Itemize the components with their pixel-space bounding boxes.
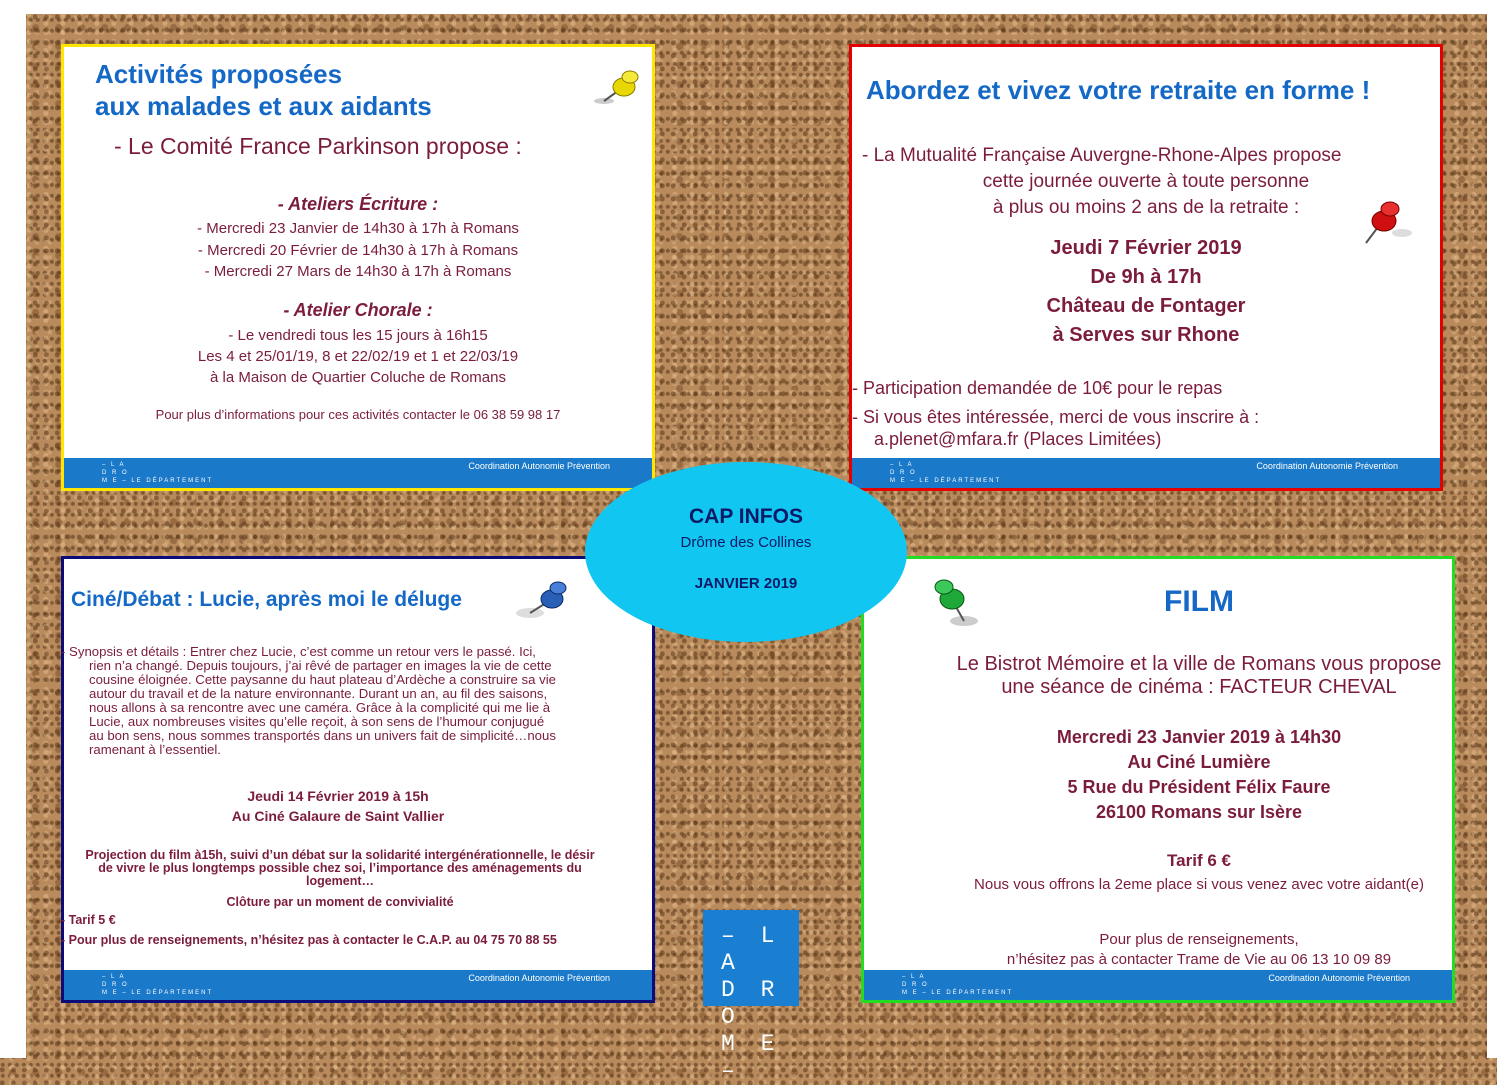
synopsis-line-8: ramenant à l’essentiel.: [89, 742, 221, 757]
signup-text: - Si vous êtes intéressée, merci de vous inscrire à :: [852, 407, 1260, 427]
footer-coordination-label: Coordination Autonomie Prévention: [468, 461, 610, 471]
intro-line-2: cette journée ouverte à toute personne: [982, 171, 1310, 192]
page-margin-left: [0, 0, 26, 1058]
ecriture-date-2: - Mercredi 20 Février de 14h30 à 17h à Romans: [197, 242, 519, 259]
ecriture-heading: - Ateliers Écriture :: [277, 194, 439, 214]
page-margin-top: [0, 0, 1497, 14]
intro-text: - Le Comité France Parkinson propose :: [114, 133, 522, 159]
screening-date: Jeudi 14 Février 2019 à 15h: [247, 788, 429, 804]
badge-title: CAP INFOS: [689, 505, 803, 528]
screening-address: 5 Rue du Président Félix Faure: [1067, 777, 1331, 797]
screening-venue: Au Ciné Galaure de Saint Vallier: [231, 808, 445, 824]
ecriture-date-1: - Mercredi 23 Janvier de 14h30 à 17h à Romans: [197, 220, 519, 237]
panel-title: Abordez et vivez votre retraite en forme !: [866, 75, 1371, 105]
chorale-line-1: - Le vendredi tous les 15 jours à 16h15: [228, 327, 488, 344]
fee-text: - Participation demandée de 10€ pour le repas: [852, 378, 1223, 398]
screening-city: 26100 Romans sur Isère: [1095, 802, 1303, 822]
panel-footer: [852, 458, 1440, 488]
panel-title: Ciné/Débat : Lucie, après moi le déluge: [71, 588, 462, 611]
logo-line-3: M E –: [721, 1031, 781, 1084]
la-drome-mini-logo: – L A D R O M E – LE DÉPARTEMENT: [902, 974, 1014, 996]
screening-date: Mercredi 23 Janvier 2019 à 14h30: [1056, 727, 1342, 747]
logo-line-1: – L A: [721, 923, 781, 976]
la-drome-mini-logo: – L A D R O M E – LE DÉPARTEMENT: [102, 974, 214, 996]
chorale-heading: - Atelier Chorale :: [283, 300, 433, 320]
event-hours: De 9h à 17h: [1090, 266, 1202, 288]
info-text: - Pour plus de renseignements, n’hésitez pas à contacter le C.A.P. au 04 75 70 88 55: [61, 933, 557, 947]
ecriture-date-3: - Mercredi 27 Mars de 14h30 à 17h à Romans: [204, 263, 512, 280]
badge-subtitle: Drôme des Collines: [680, 534, 812, 551]
la-drome-mini-logo: – L A D R O M E – LE DÉPARTEMENT: [890, 462, 1002, 484]
la-drome-mini-logo: – L A D R O M E – LE DÉPARTEMENT: [102, 462, 214, 484]
panel-title-line1: Activités proposées: [95, 59, 343, 89]
signup-email: a.plenet@mfara.fr (Places Limitées): [874, 429, 1162, 449]
synopsis-line-4: autour du travail et de la nature environnante. Durant un an, au fil des saisons,: [89, 686, 548, 701]
chorale-line-2: Les 4 et 25/01/19, 8 et 22/02/19 et 1 et 22/03/19: [197, 348, 519, 365]
panel-footer: [864, 970, 1452, 1000]
screening-venue: Au Ciné Lumière: [1127, 752, 1271, 772]
synopsis-line-6: Lucie, aux nombreuses visites qu’elle reçoit, à son sens de l’humour conjugué: [89, 714, 545, 729]
footer-coordination-label: Coordination Autonomie Prévention: [468, 973, 610, 983]
blue-pushpin-icon: [512, 579, 576, 627]
synopsis-line-1: - Synopsis et détails : Entrer chez Lucie, c’est comme un retour vers le passé. Ici,: [61, 644, 536, 659]
la-drome-logo: [703, 910, 799, 1084]
yellow-pushpin-icon: [592, 69, 644, 113]
intro-line-1: - La Mutualité Française Auvergne-Rhone-Alpes propose: [862, 145, 1342, 166]
projection-line-2: de vivre le plus longtemps possible chez soi, l’importance des aménagements du: [98, 861, 582, 875]
panel-footer: [64, 970, 652, 1000]
panel-title: FILM: [1164, 585, 1234, 618]
tarif-text: Tarif 6 €: [1167, 851, 1231, 870]
footer-coordination-label: Coordination Autonomie Prévention: [1256, 461, 1398, 471]
projection-line-3: logement…: [305, 874, 375, 888]
synopsis-line-3: cousine éloignée. Cette paysanne du haut plateau d’Ardèche a construire sa vie: [89, 672, 557, 687]
synopsis-line-7: au bon sens, nous sommes transportés dans un univers fait de simplicité…nous: [89, 728, 556, 743]
intro-line-2: une séance de cinéma : FACTEUR CHEVAL: [1001, 676, 1397, 698]
badge-date: JANVIER 2019: [694, 575, 798, 592]
intro-line-1: Le Bistrot Mémoire et la ville de Romans vous propose: [956, 653, 1442, 675]
info-line-1: Pour plus de renseignements,: [1099, 931, 1299, 948]
chorale-line-3: à la Maison de Quartier Coluche de Romans: [210, 369, 506, 386]
event-place: Château de Fontager: [1046, 295, 1246, 317]
panel-cine-debat: [61, 556, 655, 1003]
event-date: Jeudi 7 Février 2019: [1050, 237, 1242, 259]
synopsis-line-5: nous allons à sa rencontre avec une caméra. Grâce à la complicité qui me lie à: [89, 700, 551, 715]
info-line-2: n’hésitez pas à contacter Trame de Vie au 06 13 10 09 89: [1006, 951, 1392, 968]
synopsis-line-2: rien n’a changé. Depuis toujours, j’ai rêvé de partager en images la vie de cette: [89, 658, 552, 673]
red-pushpin-icon: [1356, 197, 1412, 249]
tarif-text: - Tarif 5 €: [61, 913, 116, 927]
closing-text: Clôture par un moment de convivialité: [226, 895, 454, 909]
footer-coordination-label: Coordination Autonomie Prévention: [1268, 973, 1410, 983]
panel-parkinson-activities: [61, 44, 655, 491]
page-margin-right: [1487, 0, 1497, 1058]
panel-film: [861, 556, 1455, 1003]
panel-footer: [64, 458, 652, 488]
cap-infos-badge: [585, 462, 907, 642]
panel-title-line2: aux malades et aux aidants: [95, 91, 432, 121]
offer-text: Nous vous offrons la 2eme place si vous venez avec votre aidant(e): [974, 876, 1424, 893]
intro-line-3: à plus ou moins 2 ans de la retraite :: [992, 197, 1300, 218]
event-town: à Serves sur Rhone: [1052, 324, 1240, 346]
contact-text: Pour plus d’informations pour ces activités contacter le 06 38 59 98 17: [155, 407, 561, 422]
projection-line-1: Projection du film à15h, suivi d’un débat sur la solidarité intergénérationnelle, le désir: [85, 848, 595, 862]
panel-retraite-en-forme: [849, 44, 1443, 491]
logo-line-2: D R O: [721, 977, 781, 1030]
